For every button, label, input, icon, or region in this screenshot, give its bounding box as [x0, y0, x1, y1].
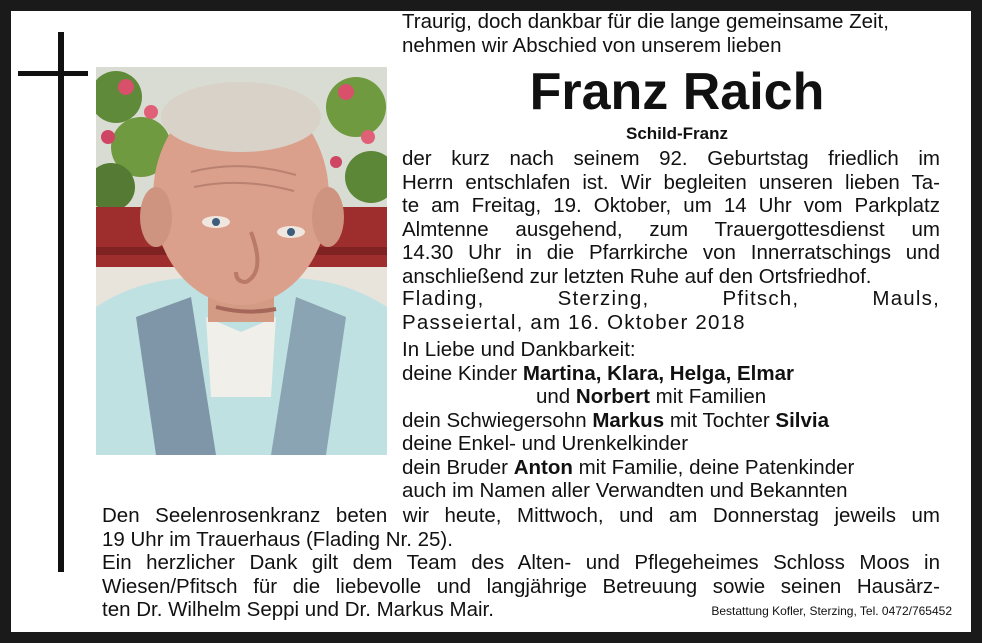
- mourners-children-cont: [402, 385, 947, 409]
- children-last: Norbert: [575, 385, 650, 408]
- announcement-line: 14.30 Uhr in die Pfarrkirche von Innerratschings und: [402, 241, 940, 264]
- place-line: Passeiertal, am 16. Oktober 2018: [402, 311, 746, 334]
- intro-line: nehmen wir Abschied von unserem lieben: [402, 34, 782, 57]
- deceased-nickname: Schild-Franz: [625, 124, 728, 143]
- footer-line: ten Dr. Wilhelm Seppi und Dr. Markus Mair.: [102, 598, 494, 621]
- mourners-children: [402, 362, 947, 386]
- children-names: Martina, Klara, Helga, Elmar: [522, 361, 794, 385]
- announcement-line: Almtenne ausgehend, zum Trauergottesdienst um: [402, 217, 940, 241]
- brother-name: Anton: [513, 455, 573, 479]
- children-prefix: deine Kinder: [402, 361, 518, 385]
- cross-icon-bar: [18, 71, 88, 76]
- soninlaw-prefix: dein Schwiegersohn: [402, 408, 587, 432]
- children-suffix: mit Familien: [655, 385, 767, 408]
- brother-suffix: mit Familie, deine Patenkinder: [578, 455, 855, 479]
- footer-line: Wiesen/Pfitsch für die liebevolle und langjährige Betreuung sowie seinen Hausärz-: [102, 574, 940, 598]
- footer-line: Ein herzlicher Dank gilt dem Team des Alten- und Pflegeheimes Schloss Moos in: [102, 551, 940, 574]
- announcement-text: [402, 147, 940, 288]
- announcement-line: Herrn entschlafen ist. Wir begleiten unseren lieben Ta-: [402, 170, 940, 194]
- mourners-grandchildren: deine Enkel- und Urenkelkinder: [402, 432, 689, 455]
- mourners-list: [402, 338, 947, 503]
- undertaker-credit: Bestattung Kofler, Sterzing, Tel. 0472/765452: [711, 604, 952, 618]
- footer-line: Den Seelenrosenkranz beten wir heute, Mittwoch, und am Donnerstag jeweils um: [102, 504, 940, 527]
- cross-icon: [58, 32, 64, 572]
- brother-prefix: dein Bruder: [402, 455, 508, 479]
- mourners-heading: In Liebe und Dankbarkeit:: [402, 338, 636, 361]
- announcement-line: anschließend zur letzten Ruhe auf den Ortsfriedhof.: [402, 264, 872, 288]
- deceased-name: Franz Raich: [529, 63, 825, 121]
- footer-line: 19 Uhr im Trauerhaus (Flading Nr. 25).: [102, 527, 453, 551]
- place-line: Flading, Sterzing, Pfitsch, Mauls,: [402, 287, 940, 310]
- and-word: und: [536, 385, 571, 408]
- announcement-line: der kurz nach seinem 92. Geburtstag friedlich im: [402, 147, 940, 170]
- soninlaw-mid: mit Tochter: [669, 408, 770, 432]
- portrait-photo: [96, 67, 387, 455]
- mourners-brother: [402, 456, 947, 480]
- mourners-relatives: auch im Namen aller Verwandten und Bekannten: [402, 479, 848, 502]
- intro-text: [402, 10, 952, 58]
- mourners-soninlaw: [402, 409, 947, 433]
- intro-line: Traurig, doch dankbar für die lange gemeinsame Zeit,: [402, 10, 889, 33]
- soninlaw-name: Markus: [592, 408, 665, 432]
- announcement-line: te am Freitag, 19. Oktober, um 14 Uhr vom Parkplatz: [402, 194, 940, 217]
- place-date: [402, 287, 940, 335]
- granddaughter-name: Silvia: [775, 408, 829, 432]
